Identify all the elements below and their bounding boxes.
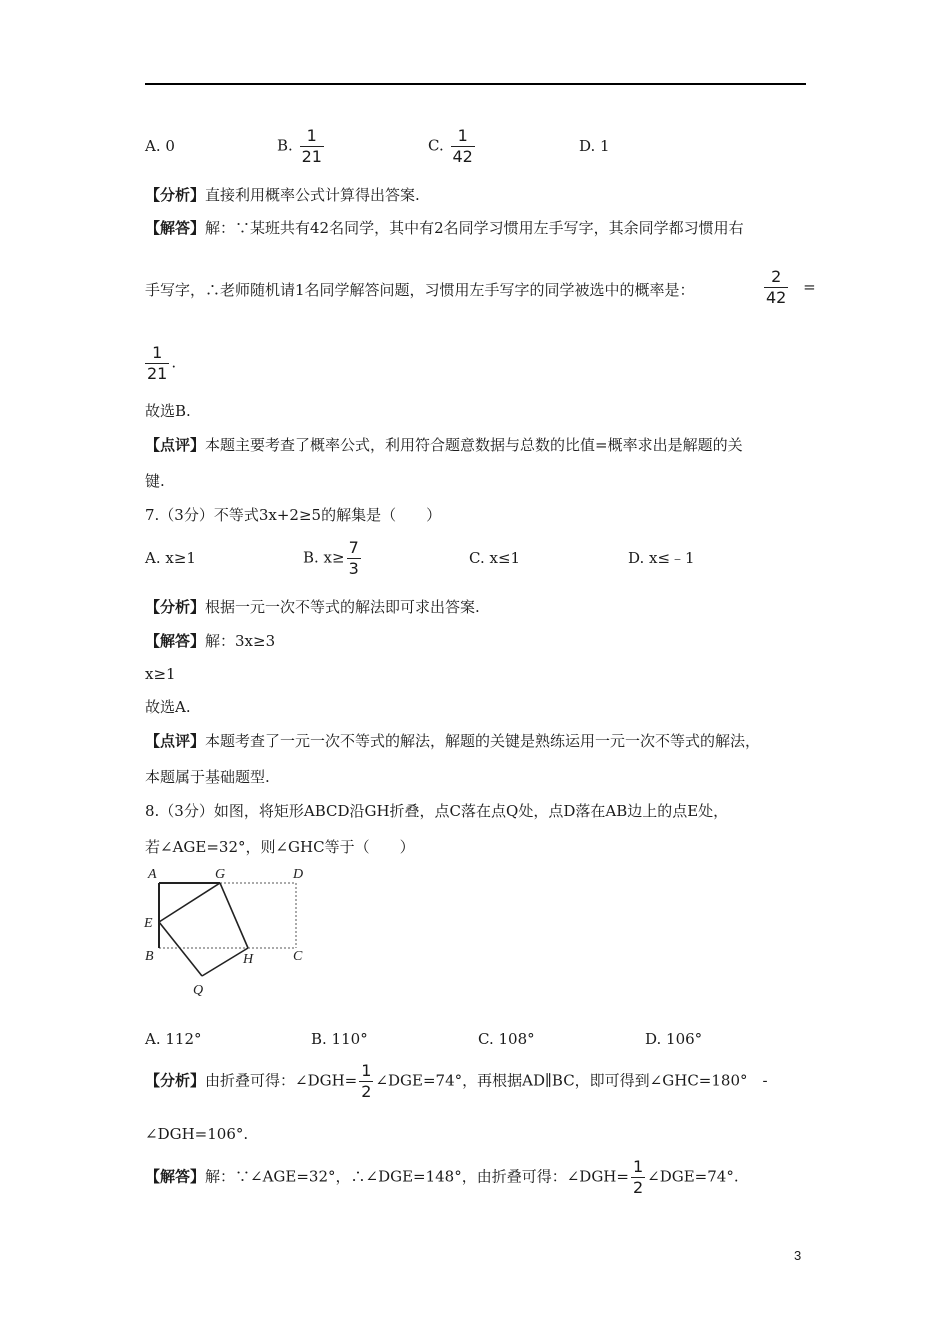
denominator: 42 [766,288,787,307]
q6-option-b-prefix: B. [277,136,293,155]
q7-analysis [145,597,480,617]
q8-analysis [145,1062,768,1101]
denominator: 21 [147,364,168,383]
analysis-tag: 【分析】 [145,186,206,204]
denominator: 42 [452,147,473,166]
numerator: 1 [457,126,468,145]
page-number: 3 [794,1248,802,1263]
q8-answer [145,1158,739,1197]
q7-comment-line2: 本题属于基础题型. [145,768,270,786]
analysis-tag: 【分析】 [145,1071,206,1090]
segment-eq [159,922,202,976]
q6-option-b [277,127,326,166]
label-a: A [148,867,157,882]
answer-tag: 【解答】 [145,1167,206,1186]
numerator: 1 [632,1157,644,1176]
denominator: 2 [632,1178,644,1197]
answer-text: 解：3x≥3 [205,632,276,650]
q6-answer-fraction-1-21 [143,344,176,383]
q8-option-d: D. 106° [645,1030,703,1048]
q7-option-b-prefix: B. x≥ [303,548,345,567]
q8-stem-line1: 8.（3分）如图，将矩形ABCD沿GH折叠，点C落在点Q处，点D落在AB边上的点E处， [145,802,729,820]
q7-option-b [303,539,363,578]
label-e: E [144,916,153,931]
denominator: 3 [348,559,359,578]
analysis-tag: 【分析】 [145,598,206,616]
equals-sign: = [803,277,816,296]
fraction [145,344,169,383]
q6-option-b-fraction [300,127,324,166]
analysis-fraction [359,1062,373,1101]
q7-option-b-fraction [347,539,361,578]
q8-folding-figure [140,862,320,1000]
q6-option-c-fraction [451,127,475,166]
label-q: Q [193,983,204,998]
q7-choice: 故选A. [145,698,191,716]
q8-option-c: C. 108° [478,1030,535,1048]
comment-tag: 【点评】 [145,436,206,454]
q7-comment-line1 [145,731,760,751]
q6-option-c-prefix: C. [428,136,444,155]
q6-comment-line1 [145,435,743,455]
period: . [171,353,177,372]
q7-answer-line2: x≥1 [145,665,176,683]
label-d: D [293,867,304,882]
comment-tag: 【点评】 [145,732,206,750]
q7-option-a: A. x≥1 [145,549,196,567]
segment-eg [159,883,220,922]
q7-option-c: C. x≤1 [469,549,521,567]
q7-answer-line1 [145,631,275,651]
comment-text: 本题考查了一元一次不等式的解法，解题的关键是熟练运用一元一次不等式的解法， [205,732,761,750]
label-h: H [243,952,254,967]
answer-tag: 【解答】 [145,219,206,237]
numerator: 1 [361,1061,372,1080]
numerator: 2 [771,267,782,286]
analysis-text-post: ∠DGE=74°，再根据AD∥BC，即可得到∠GHC=180° - [375,1071,768,1090]
q8-option-a: A. 112° [145,1030,202,1048]
numerator: 7 [348,538,359,557]
q8-stem-line2: 若∠AGE=32°，则∠GHC等于（ ） [145,838,415,856]
q8-analysis-line2: ∠DGH=106°. [145,1125,249,1143]
analysis-text: 直接利用概率公式计算得出答案. [205,186,420,204]
answer-text-pre: 解：∵∠AGE=32°，∴∠DGE=148°，由折叠可得：∠DGH= [205,1167,629,1186]
q8-option-b: B. 110° [311,1030,368,1048]
answer-fraction [631,1158,645,1197]
denominator: 21 [301,147,322,166]
header-rule [145,83,806,85]
label-g: G [215,867,226,882]
q6-option-d: D. 1 [579,137,610,155]
answer-text-post: ∠DGE=74°. [647,1167,739,1186]
q6-option-a: A. 0 [145,137,175,155]
q7-stem: 7.（3分）不等式3x+2≥5的解集是（ ） [145,506,442,524]
q6-answer-fraction-2-42 [762,268,816,307]
analysis-text-pre: 由折叠可得：∠DGH= [205,1071,358,1090]
q6-analysis [145,185,420,205]
q7-option-d: D. x≤﹣1 [628,549,695,567]
answer-tag: 【解答】 [145,632,206,650]
numerator: 1 [152,343,163,362]
analysis-text: 根据一元一次不等式的解法即可求出答案. [205,598,480,616]
numerator: 1 [306,126,317,145]
label-b: B [145,949,154,964]
q6-comment-line2: 键. [145,472,165,490]
answer-text: 解：∵某班共有42名同学，其中有2名同学习惯用左手写字，其余同学都习惯用右 [205,219,744,237]
denominator: 2 [361,1082,372,1101]
segment-gh [220,883,248,948]
segment-hq [202,948,248,976]
fraction [764,268,788,307]
q6-choice: 故选B. [145,402,191,420]
q6-answer-line1 [145,218,744,238]
q6-answer-line2: 手写字，∴老师随机请1名同学解答问题，习惯用左手写字的同学被选中的概率是： [145,281,695,299]
label-c: C [293,949,303,964]
comment-text: 本题主要考查了概率公式，利用符合题意数据与总数的比值=概率求出是解题的关 [205,436,743,454]
q6-option-c [428,127,477,166]
